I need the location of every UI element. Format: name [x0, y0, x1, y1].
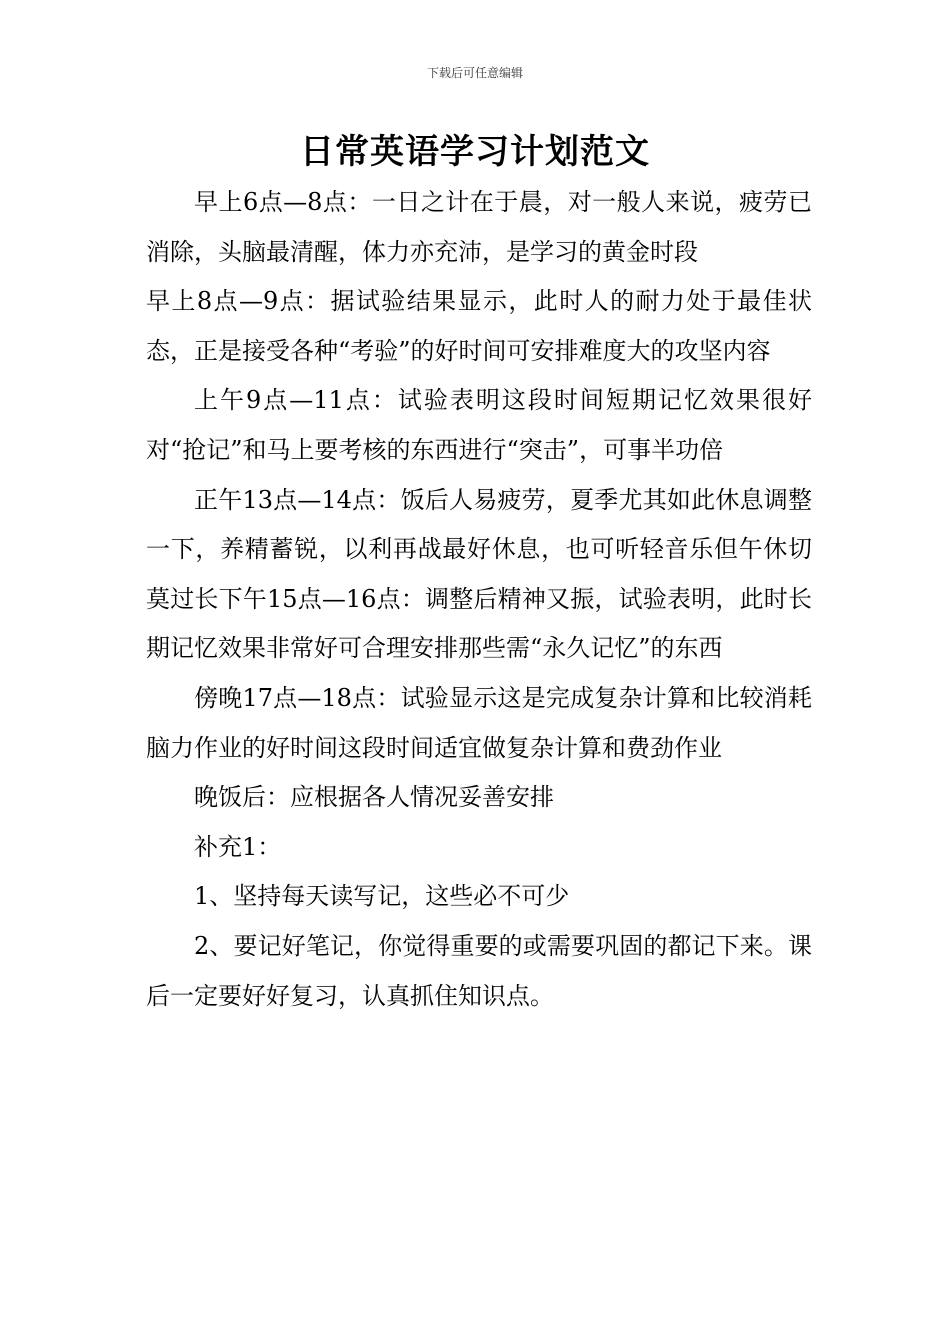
- page-header-note: 下载后可任意编辑: [426, 66, 523, 80]
- paragraph-noon-afternoon: 正午13点—14点：饭后人易疲劳，夏季尤其如此休息调整一下，养精蓄锐，以利再战最好休息，也可听轻音乐但午休切莫过长下午15点—16点：调整后精神又振，试验表明，此时长期记忆效果非常好可合理安排那些需“永久记忆”的东西: [146, 485, 812, 663]
- document-title: 日常英语学习计划范文: [300, 132, 650, 172]
- paragraph-supplement-1: 1、坚持每天读写记，这些必不可少: [194, 882, 570, 911]
- paragraph-supplement-heading: 补充1：: [194, 832, 282, 861]
- paragraph-morning-6-8: 早上6点—8点：一日之计在于晨，对一般人来说，疲劳已消除，头脑最清醒，体力亦充沛，是学习的黄金时段: [146, 188, 812, 266]
- paragraph-supplement-2: 2、要记好笔记，你觉得重要的或需要巩固的都记下来。课后一定要好好复习，认真抓住知识点。: [146, 931, 812, 1010]
- paragraph-after-dinner: 晚饭后：应根据各人情况妥善安排: [194, 783, 554, 812]
- paragraph-morning-8-9: 早上8点—9点：据试验结果显示，此时人的耐力处于最佳状态，正是接受各种“考验”的好时间可安排难度大的攻坚内容: [146, 287, 812, 365]
- paragraph-morning-9-11: 上午9点—11点：试验表明这段时间短期记忆效果很好对“抢记”和马上要考核的东西进行“突击”，可事半功倍: [146, 386, 812, 464]
- document-body: [146, 178, 812, 1021]
- paragraph-evening-17-18: 傍晚17点—18点：试验显示这是完成复杂计算和比较消耗脑力作业的好时间这段时间适宜做复杂计算和费劲作业: [146, 683, 812, 762]
